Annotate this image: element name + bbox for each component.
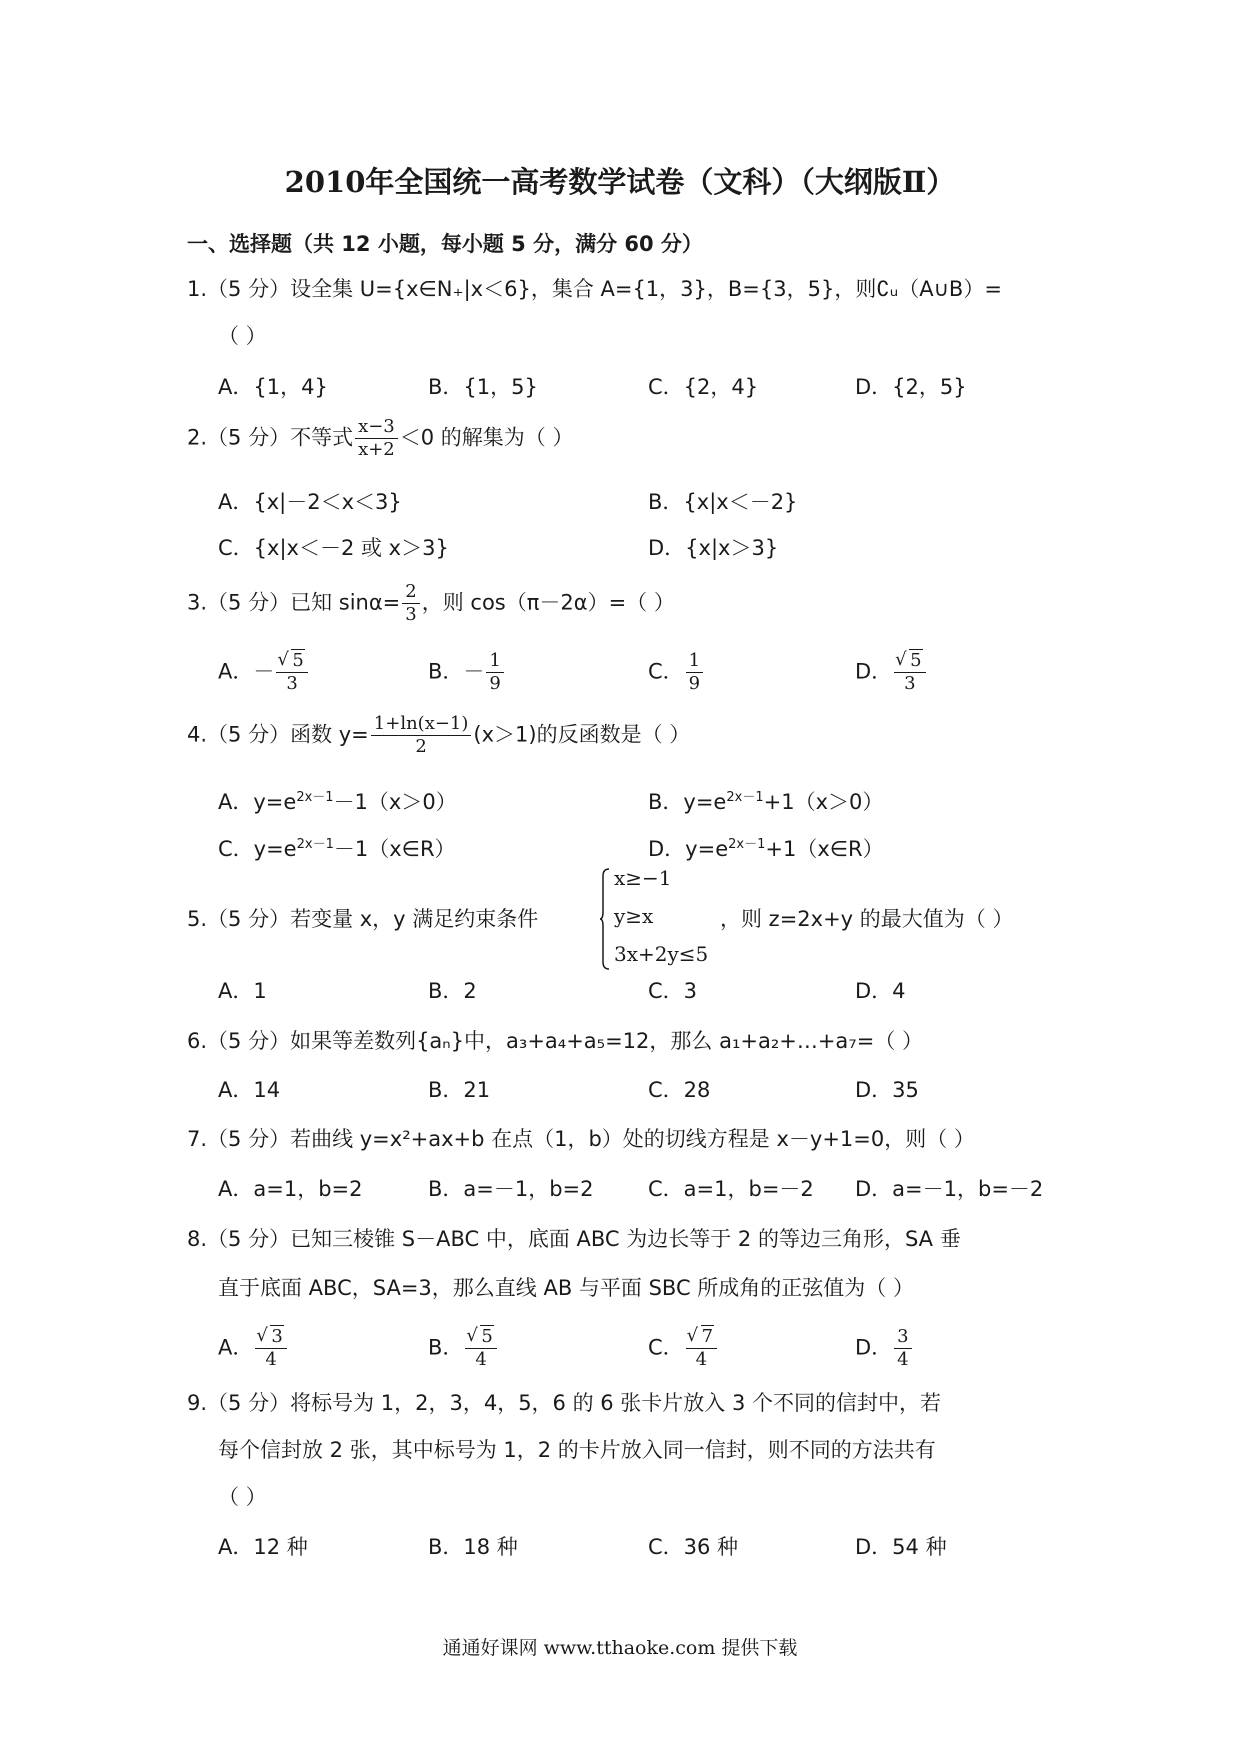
page-title: 2010年全国统一高考数学试卷（文科）（大纲版Ⅱ） — [284, 165, 956, 199]
q5-option-a: A．1 — [218, 979, 267, 1003]
q4-stem-mid: (x＞1) — [473, 722, 537, 747]
q1-option-a: A．{1，4} — [218, 375, 328, 399]
q2-frac-den: x+2 — [358, 439, 395, 460]
q3-option-a-frac: √ $\frac{5}{3}$ — [276, 650, 307, 695]
q2-option-c: C．{x|x＜－2 或 x＞3} — [218, 536, 449, 560]
q3-option-c — [648, 650, 705, 695]
left-brace-icon — [600, 868, 610, 970]
q3-stem-post: ，则 cos（π－2α）=（ ） — [421, 590, 675, 615]
q4-stem — [187, 713, 690, 758]
q9-option-c: C．36 种 — [648, 1535, 739, 1559]
q8-stem-line2: 直于底面 ABC，SA=3，那么直线 AB 与平面 SBC 所成角的正弦值为（ ） — [218, 1276, 914, 1300]
sqrt-icon: √ 7 — [689, 1326, 714, 1348]
q3-stem — [187, 581, 675, 626]
q3-option-a-label: A． — [218, 659, 254, 684]
q7-option-c: C．a=1，b=－2 — [648, 1177, 814, 1201]
q2-frac-num: x−3 — [355, 416, 398, 439]
q3-frac-num: 2 — [402, 581, 419, 604]
q2-option-d: D．{x|x＞3} — [648, 536, 779, 560]
q8-option-b: B． √ $\frac{5}{4}$ — [428, 1326, 499, 1371]
q1-option-c: C．{2，4} — [648, 375, 759, 399]
q4-option-a: A．$y=e^{2x-1}-1(x>0)$ — [218, 790, 457, 814]
sqrt-icon: √ 3 — [258, 1326, 283, 1348]
q8-option-c: C． √ $\frac{7}{4}$ — [648, 1326, 719, 1371]
q3-option-d — [855, 650, 928, 695]
q4-fraction — [371, 713, 472, 758]
q2-option-b: B．{x|x＜－2} — [648, 490, 798, 514]
page-footer: 通通好课网 www.tthaoke.com 提供下载 — [442, 1637, 798, 1659]
q4-stem-pre: 4.（5 分）函数 y= — [187, 722, 369, 747]
q4-stem-post: 的反函数是（ ） — [536, 722, 691, 747]
q6-option-a: A．14 — [218, 1078, 281, 1102]
q5-option-d: D．4 — [855, 979, 906, 1003]
sqrt-icon: √ 5 — [468, 1326, 493, 1348]
q2-stem-post: ＜0 的解集为（ ） — [399, 425, 574, 450]
q5-option-c: C．3 — [648, 979, 698, 1003]
q3-option-a — [218, 650, 310, 695]
q6-option-c: C．28 — [648, 1078, 711, 1102]
q1-stem-line1: 1.（5 分）设全集 U={x∈N₊|x＜6}，集合 A={1，3}，B={3，5}，则∁ᵤ（A∪B）= — [187, 277, 1002, 301]
q2-stem — [187, 416, 573, 461]
q4-frac-num: 1+ln(x−1) — [371, 713, 472, 736]
q5-stem-pre: 5.（5 分）若变量 x，y 满足约束条件 — [187, 907, 539, 931]
q9-option-d: D．54 种 — [855, 1535, 947, 1559]
q1-stem-line2: （ ） — [218, 324, 267, 348]
q9-stem-line3: （ ） — [218, 1485, 267, 1509]
q5-condition-2: y≥x — [614, 904, 654, 928]
sqrt-icon: √ 5 — [279, 650, 304, 672]
q6-option-b: B．21 — [428, 1078, 491, 1102]
q3-option-d-label: D． — [855, 659, 893, 684]
q3-fraction — [402, 581, 419, 626]
q5-stem-post: ，则 z=2x+y 的最大值为（ ） — [720, 907, 1014, 931]
q4-option-b: B．$y=e^{2x-1}+1(x>0)$ — [648, 790, 884, 814]
q4-frac-den: 2 — [415, 736, 427, 757]
q7-option-d: D．a=－1，b=－2 — [855, 1177, 1044, 1201]
q5-constraint-system — [600, 868, 720, 972]
q4-option-c: C．$y=e^{2x-1}-1(x\in R)$ — [218, 837, 456, 861]
q9-option-a: A．12 种 — [218, 1535, 308, 1559]
q2-option-a: A．{x|－2＜x＜3} — [218, 490, 402, 514]
q1-option-b: B．{1，5} — [428, 375, 538, 399]
q9-stem-line2: 每个信封放 2 张，其中标号为 1，2 的卡片放入同一信封，则不同的方法共有 — [218, 1438, 936, 1462]
q3-option-c-label: C． — [648, 659, 684, 684]
q8-stem-line1: 8.（5 分）已知三棱锥 S－ABC 中，底面 ABC 为边长等于 2 的等边三角形，SA 垂 — [187, 1227, 961, 1251]
q3-option-b-frac: $\frac{1}{9}$ — [486, 650, 503, 695]
q5-condition-1: x≥−1 — [614, 866, 672, 890]
q3-option-b — [428, 650, 506, 695]
q8-option-d: D． $\frac{3}{4}$ — [855, 1326, 914, 1371]
section-heading: 一、选择题（共 12 小题，每小题 5 分，满分 60 分） — [187, 232, 703, 256]
q2-fraction — [355, 416, 398, 461]
q6-option-d: D．35 — [855, 1078, 919, 1102]
q3-stem-pre: 3.（5 分）已知 sinα= — [187, 590, 401, 615]
q3-frac-den: 3 — [405, 604, 417, 625]
q8-option-a: A． √ $\frac{3}{4}$ — [218, 1326, 289, 1371]
q9-option-b: B．18 种 — [428, 1535, 518, 1559]
q2-stem-pre: 2.（5 分）不等式 — [187, 425, 354, 450]
q9-stem-line1: 9.（5 分）将标号为 1，2，3，4，5，6 的 6 张卡片放入 3 个不同的信封中，若 — [187, 1391, 942, 1415]
q3-option-a-sign: － — [253, 659, 275, 684]
q7-stem: 7.（5 分）若曲线 y=x²+ax+b 在点（1，b）处的切线方程是 x－y+1=0，则（ ） — [187, 1127, 975, 1151]
q5-option-b: B．2 — [428, 979, 477, 1003]
q7-option-b: B．a=－1，b=2 — [428, 1177, 594, 1201]
q3-option-b-sign: － — [463, 659, 485, 684]
q3-option-b-label: B． — [428, 659, 464, 684]
q3-option-c-frac: $\frac{1}{9}$ — [686, 650, 703, 695]
q6-stem: 6.（5 分）如果等差数列{aₙ}中，a₃+a₄+a₅=12，那么 a₁+a₂+…+a₇=（ ） — [187, 1029, 923, 1053]
q4-option-d: D．$y=e^{2x-1}+1(x\in R)$ — [648, 837, 884, 861]
q1-option-d: D．{2，5} — [855, 375, 967, 399]
sqrt-icon: √ 5 — [897, 650, 922, 672]
q7-option-a: A．a=1，b=2 — [218, 1177, 363, 1201]
q5-condition-3: 3x+2y≤5 — [614, 942, 709, 966]
q3-option-d-frac: √ $\frac{5}{3}$ — [894, 650, 925, 695]
